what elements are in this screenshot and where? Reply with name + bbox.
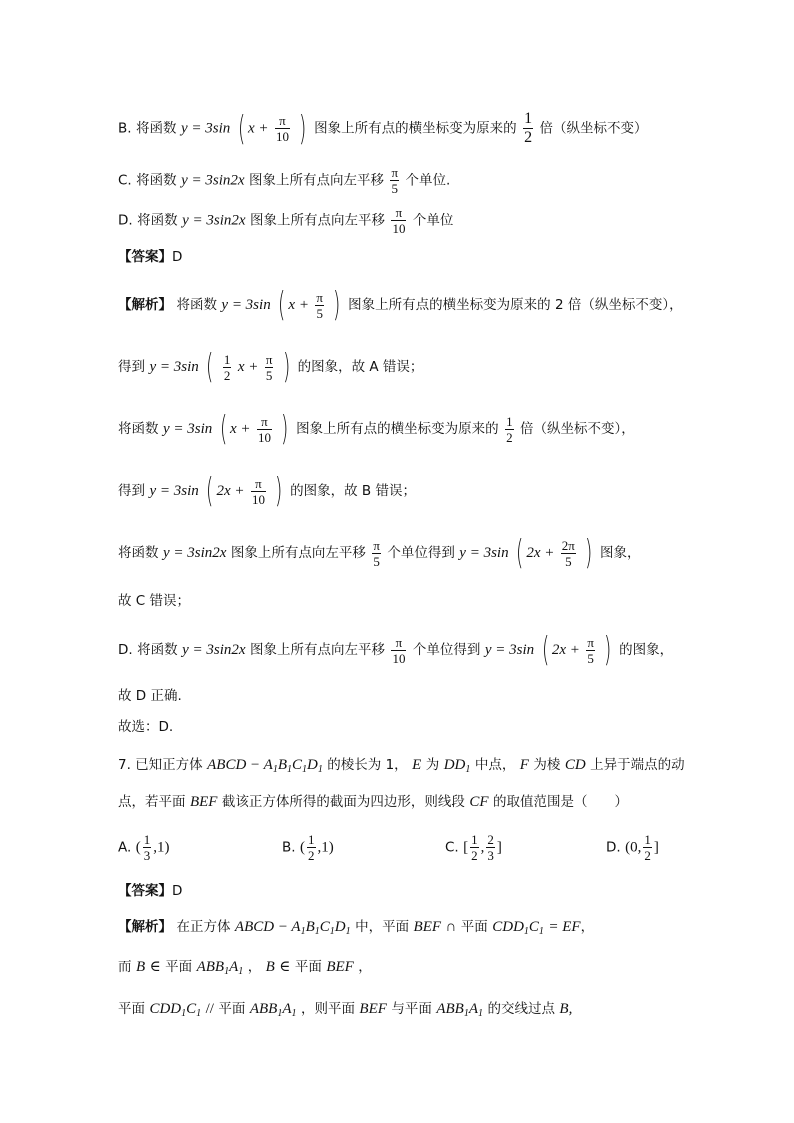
- analysis-line-3: 将函数 y = 3sin ( x + $\frac{\pi}{10}$ ) 图象上所有点的横坐标变为原来的 $\frac{1}{2}$ 倍（纵坐标不变），: [118, 409, 635, 449]
- fraction-2pi-5: $\frac{2\pi}{5}$: [561, 537, 575, 569]
- analysis2-line-2: 而 B ∈ 平面 $ABB_1A_1$ ， B ∈ 平面 BEF ，: [118, 959, 372, 977]
- answer-line-2: 【答案】D: [118, 883, 183, 899]
- fraction-one-half: $\frac{1}{2}$: [506, 413, 513, 445]
- analysis-line-7: D. 将函数 y = 3sin2x 图象上所有点向左平移 $\frac{\pi}{10}$ 个单位得到 y = 3sin ( 2x + $\frac{\pi}{5}$ ) 的图象，: [118, 630, 674, 670]
- fraction-one-half: $\frac{1}{2}$: [223, 351, 231, 383]
- option-d-line: D. 将函数 y = 3sin2x 图象上所有点向左平移 $\frac{\pi}{10}$ 个单位: [118, 205, 454, 236]
- answer-line: 【答案】D: [118, 249, 183, 265]
- q7-option-d[interactable]: D. (0, $\frac{1}{2}$ ]: [606, 832, 659, 863]
- fraction-pi-10: $\frac{\pi}{10}$: [257, 413, 271, 445]
- analysis-line-6: 故 C 错误；: [118, 593, 191, 609]
- analysis-line-1: 【解析】 将函数 y = 3sin ( x + $\frac{\pi}{5}$ ) 图象上所有点的横坐标变为原来的 2 倍（纵坐标不变），: [118, 285, 683, 325]
- option-b-line: B. 将函数 y = 3sin ( x + $\frac{\pi}{10}$ ) 图象上所有点的横坐标变为原来的 $\frac{1}{2}$ 倍（纵坐标不变）: [118, 108, 648, 149]
- analysis-line-2: 得到 y = 3sin ( $\frac{1}{2}$ x + $\frac{\pi}{5}$ ) 的图象，故 A 错误；: [118, 347, 424, 387]
- fraction-pi-5: $\frac{\pi}{5}$: [391, 165, 399, 196]
- analysis2-line-1: 【解析】 在正方体 ABCD − $A_1B_1C_1D_1$ 中，平面 BEF ∩ 平面 $CDD_1C_1$ = EF，: [118, 919, 595, 937]
- fraction-pi-5: $\frac{\pi}{5}$: [265, 351, 273, 383]
- question-7-line-2: 点，若平面 BEF 截该正方体所得的截面为四边形，则线段 CF 的取值范围是（ ）: [118, 794, 628, 810]
- analysis-line-5: 将函数 y = 3sin2x 图象上所有点向左平移 $\frac{\pi}{5}$ 个单位得到 y = 3sin ( 2x + $\frac{2\pi}{5}$ ) 图象，: [118, 533, 641, 573]
- analysis2-line-3: 平面 $CDD_1C_1$ // 平面 $ABB_1A_1$ ，则平面 BEF 与平面 $ABB_1A_1$ 的交线过点 B,: [118, 1001, 573, 1019]
- fraction-one-half: $\frac{1}{2}$: [524, 110, 533, 146]
- q7-option-b[interactable]: B. ( $\frac{1}{2}$ ,1): [282, 832, 334, 863]
- analysis-line-8: 故 D 正确.: [118, 688, 182, 704]
- option-c-line: C. 将函数 y = 3sin2x 图象上所有点向左平移 $\frac{\pi}{5}$ 个单位.: [118, 165, 451, 196]
- analysis-line-9: 故选：D.: [118, 719, 174, 735]
- fraction-pi-10: $\frac{\pi}{10}$: [392, 634, 406, 666]
- fraction-pi-5: $\frac{\pi}{5}$: [587, 634, 594, 666]
- fraction-pi-10: $\frac{\pi}{10}$: [251, 475, 265, 507]
- q7-option-c[interactable]: C. [ $\frac{1}{2}$ , $\frac{2}{3}$ ]: [445, 832, 502, 863]
- fraction-pi-5: $\frac{\pi}{5}$: [373, 537, 380, 569]
- fraction-pi-5: $\frac{\pi}{5}$: [316, 289, 323, 321]
- fraction-pi-10: $\frac{\pi}{10}$: [275, 113, 289, 144]
- q7-option-a[interactable]: A. ( $\frac{1}{3}$ ,1): [118, 832, 170, 863]
- question-7-line-1: 7. 已知正方体 ABCD − $A_1B_1C_1D_1$ 的棱长为 1， E 为 $DD_1$ 中点， F 为棱 CD 上异于端点的动: [118, 757, 685, 775]
- fraction-pi-10: $\frac{\pi}{10}$: [392, 205, 406, 236]
- analysis-line-4: 得到 y = 3sin ( 2x + $\frac{\pi}{10}$ ) 的图象，故 B 错误；: [118, 471, 416, 511]
